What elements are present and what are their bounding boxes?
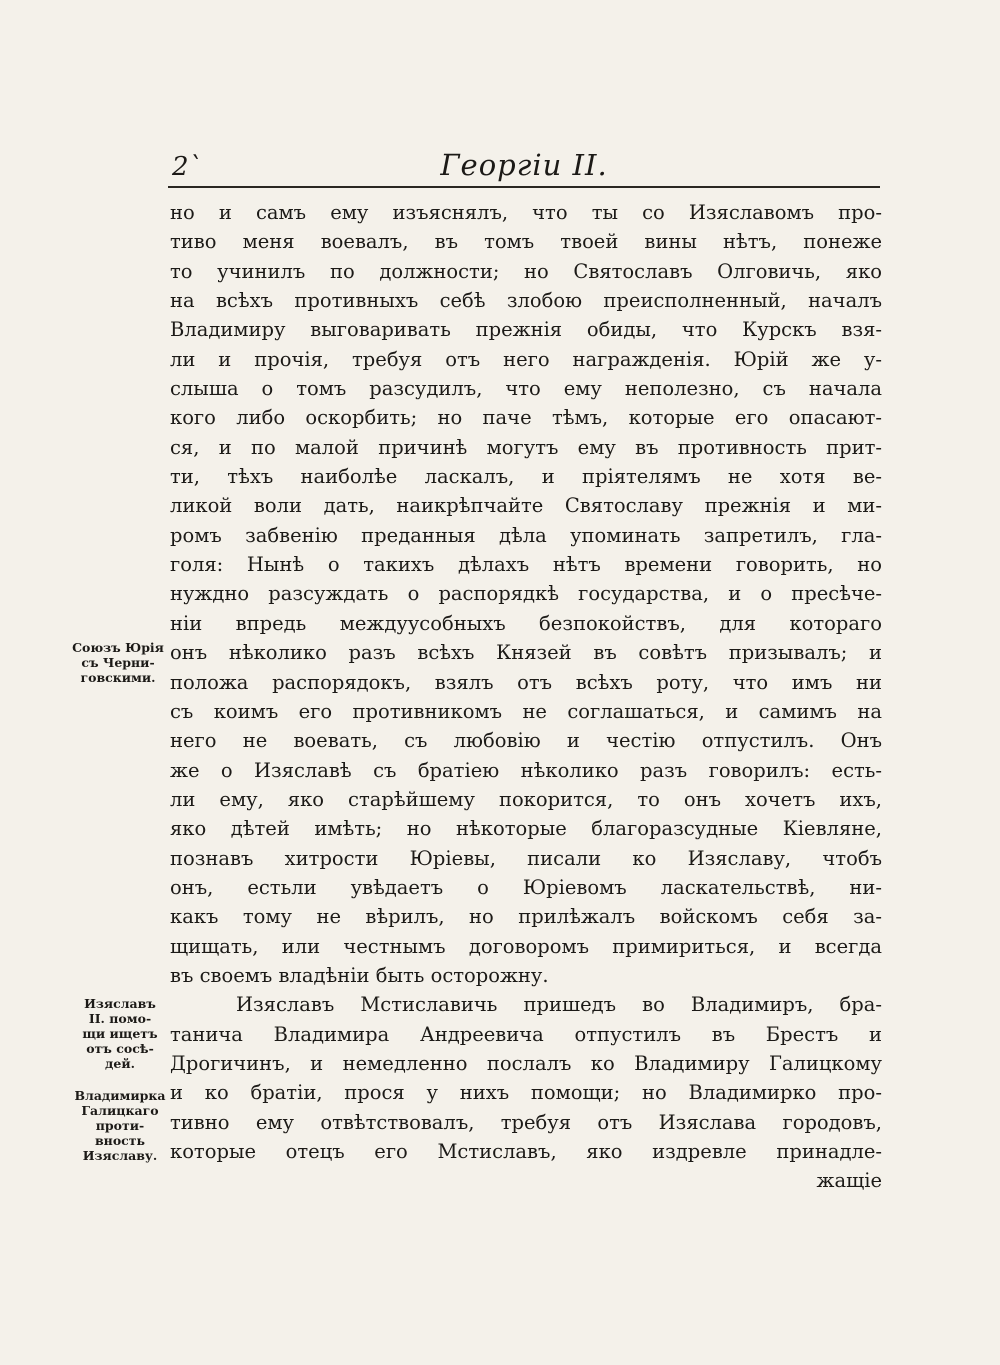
text-line: Дрогичинъ, и немедленно послалъ ко Владимиру Галицкому <box>170 1051 882 1075</box>
text-line: какъ тому не вѣрилъ, но прилѣжалъ войскомъ себя за- <box>170 905 882 929</box>
text-line: познавъ хитрости Юрiевы, писали ко Изяславу, чтобъ <box>170 846 882 870</box>
sidenote-izyaslav-help: Изяславъ II. помо- щи ищетъ отъ сосѣ- дей. <box>82 996 158 1071</box>
text-line: него не воевать, съ любовiю и честiю отпустилъ. Онъ <box>170 729 882 753</box>
text-line: но и самъ ему изъяснялъ, что ты со Изяславомъ про- <box>170 201 882 224</box>
text-line: ся, и по малой причинѣ могутъ ему въ противность прит- <box>170 435 882 459</box>
page-number: 2` <box>172 152 202 182</box>
text-line: голя: Нынѣ о такихъ дѣлахъ нѣтъ времени говорить, но <box>170 553 882 577</box>
text-line: нуждно разсуждать о распорядкѣ государства, и о пресѣче- <box>170 582 882 606</box>
text-line: кого либо оскорбить; но паче тѣмъ, которые его опасают- <box>170 406 882 430</box>
text-line: Изяславъ Мстиславичь пришедъ во Владимиръ, бра- <box>236 993 882 1017</box>
text-line: щищать, или честнымъ договоромъ примириться, и всегда <box>170 934 882 958</box>
text-line: въ своемъ владѣнiи быть осторожну. <box>170 963 549 987</box>
text-line: то учинилъ по должности; но Святославъ Олговичь, яко <box>170 259 882 283</box>
text-line: онъ нѣколико разъ всѣхъ Князей въ совѣтъ призывалъ; и <box>170 641 882 665</box>
text-line: и ко братiи, прося у нихъ помощи; но Владимирко про- <box>170 1081 882 1105</box>
text-line: тиво меня воевалъ, въ томъ твоей вины нѣтъ, понеже <box>170 230 882 254</box>
running-title: Георгiи II. <box>440 148 608 182</box>
sidenote-union-chernigov: Союзъ Юрiя съ Черни- говскими. <box>72 640 164 685</box>
text-line: онъ, естьли увѣдаетъ о Юрiевомъ ласкательствѣ, ни- <box>170 875 882 899</box>
text-line: Владимиру выговаривать прежнiя обиды, что Курскъ взя- <box>170 318 882 342</box>
page-header <box>168 138 880 188</box>
text-line: съ коимъ его противникомъ не соглашаться, и самимъ на <box>170 699 882 723</box>
text-line: нiи впредь междуусобныхъ безпокойствъ, для котораго <box>170 611 882 635</box>
text-line: тивно ему отвѣтствовалъ, требуя отъ Изяслава городовъ, <box>170 1110 882 1134</box>
text-line: танича Владимира Андреевича отпустилъ въ Брестъ и <box>170 1022 882 1046</box>
text-line: ромъ забвенiю преданныя дѣла упоминать запретилъ, гла- <box>170 523 882 547</box>
text-line: ликой воли дать, наикрѣпчайте Святославу прежнiя и ми- <box>170 494 882 518</box>
text-line: ли ему, яко старѣйшему покорится, то онъ хочетъ ихъ, <box>170 787 882 811</box>
text-line: же о Изяславѣ съ братiею нѣколико разъ говорилъ: есть- <box>170 758 882 782</box>
text-line: жащiе <box>816 1169 882 1193</box>
text-line: которые отецъ его Мстиславъ, яко издревле принадле- <box>170 1140 882 1163</box>
sidenote-vladimirko-opposition: Владимирка Галицкаго проти- вность Изяславу. <box>74 1088 166 1163</box>
text-line: положа распорядокъ, взялъ отъ всѣхъ роту, что имъ ни <box>170 670 882 694</box>
text-line: яко дѣтей имѣть; но нѣкоторые благоразсудные Кiевляне, <box>170 817 882 841</box>
text-line: ти, тѣхъ наиболѣе ласкалъ, и прiятелямъ не хотя ве- <box>170 465 882 489</box>
text-line: на всѣхъ противныхъ себѣ злобою преисполненный, началъ <box>170 289 882 313</box>
text-line: ли и прочiя, требуя отъ него награжденiя. Юрiй же у- <box>170 347 882 371</box>
text-line: слыша о томъ разсудилъ, что ему неполезно, съ начала <box>170 377 882 401</box>
body-text <box>170 198 882 1196</box>
